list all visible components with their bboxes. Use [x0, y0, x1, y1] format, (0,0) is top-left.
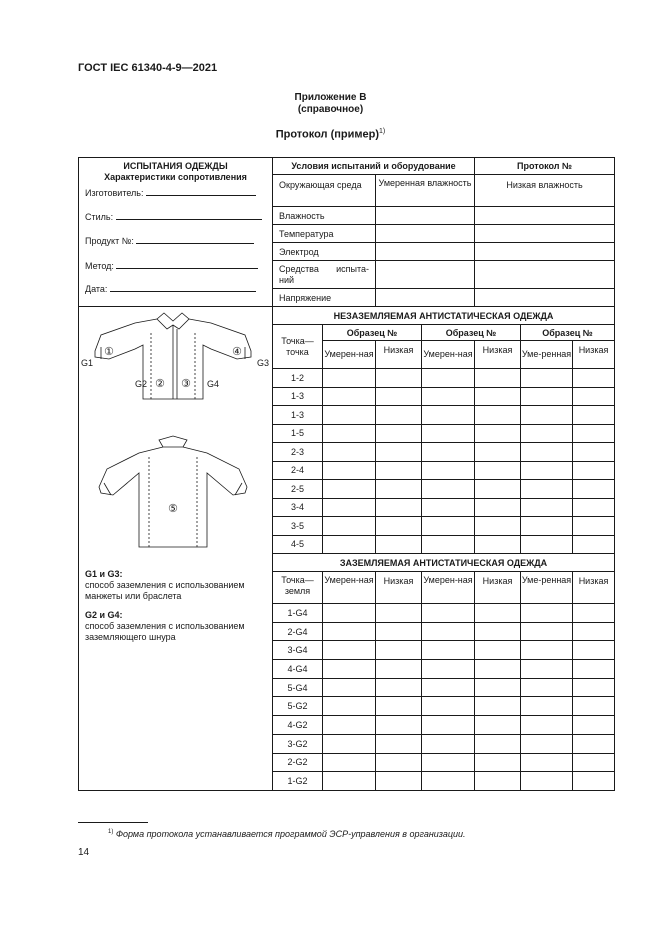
- value-cell[interactable]: [573, 424, 615, 443]
- grounded-point: 4-G4: [273, 660, 323, 679]
- value-cell[interactable]: [422, 461, 475, 480]
- value-cell[interactable]: [573, 678, 615, 697]
- value-cell[interactable]: [323, 734, 376, 753]
- footnote-mark: 1): [108, 829, 114, 835]
- garment-figure-cell: [79, 307, 273, 791]
- value-cell[interactable]: [573, 443, 615, 462]
- value-cell[interactable]: [376, 406, 422, 425]
- note-1-text: способ заземления с использованием манжеты или браслета: [85, 580, 245, 601]
- value-cell[interactable]: [323, 604, 376, 623]
- value-cell[interactable]: [475, 604, 521, 623]
- date-label: Дата:: [85, 284, 108, 294]
- value-cell[interactable]: [521, 641, 573, 660]
- appendix-title: Приложение В: [294, 92, 367, 103]
- grounded-s3-moderate: Уме-ренная: [521, 572, 573, 604]
- grounded-point: 3-G4: [273, 641, 323, 660]
- protocol-title-text: Протокол (пример): [275, 128, 380, 141]
- point-5-marker: ⑤: [168, 502, 178, 515]
- value-cell[interactable]: [475, 498, 521, 517]
- label-g1: G1: [81, 358, 94, 368]
- grounded-point: 5-G2: [273, 697, 323, 716]
- value-cell[interactable]: [573, 498, 615, 517]
- protocol-footnote-mark: 1): [379, 128, 386, 135]
- ungrounded-point-header: Точка— точка: [273, 325, 323, 369]
- value-cell[interactable]: [376, 660, 422, 679]
- form-subtitle: Характеристики сопротивления: [104, 172, 247, 182]
- value-cell[interactable]: [521, 772, 573, 791]
- value-cell[interactable]: [422, 424, 475, 443]
- value-cell[interactable]: [422, 406, 475, 425]
- value-cell[interactable]: [475, 535, 521, 554]
- value-cell[interactable]: [376, 604, 422, 623]
- value-cell[interactable]: [475, 406, 521, 425]
- footnote: [108, 829, 466, 839]
- value-cell[interactable]: [521, 517, 573, 536]
- voltage-param: Напряжение: [273, 289, 376, 307]
- value-cell[interactable]: [475, 443, 521, 462]
- value-cell[interactable]: [323, 461, 376, 480]
- protocol-table: [78, 157, 615, 791]
- value-cell[interactable]: [422, 678, 475, 697]
- value-cell[interactable]: [573, 753, 615, 772]
- ungrounded-point: 2-4: [273, 461, 323, 480]
- value-cell[interactable]: [422, 498, 475, 517]
- grounded-s2-low: Низкая: [475, 572, 521, 604]
- value-cell[interactable]: [376, 424, 422, 443]
- coat-diagram: [79, 307, 273, 567]
- value-cell[interactable]: [376, 443, 422, 462]
- value-cell[interactable]: [573, 604, 615, 623]
- value-cell[interactable]: [475, 734, 521, 753]
- grounded-s3-low: Низкая: [573, 572, 615, 604]
- instruments-param: Средства испыта-ний: [273, 261, 376, 289]
- grounded-point-header: Точка— земля: [273, 572, 323, 604]
- value-cell[interactable]: [323, 480, 376, 499]
- value-cell[interactable]: [422, 716, 475, 735]
- value-cell[interactable]: [422, 734, 475, 753]
- value-cell[interactable]: [422, 697, 475, 716]
- product-label: Продукт №:: [85, 236, 134, 246]
- grounded-section-title: ЗАЗЕМЛЯЕМАЯ АНТИСТАТИЧЕСКАЯ ОДЕЖДА: [273, 554, 615, 572]
- value-cell[interactable]: [376, 517, 422, 536]
- value-cell[interactable]: [521, 406, 573, 425]
- grounded-s1-moderate: Умерен-ная: [323, 572, 376, 604]
- value-cell[interactable]: [422, 604, 475, 623]
- instruments-moderate-value[interactable]: [376, 261, 475, 289]
- value-cell[interactable]: [323, 678, 376, 697]
- back-coat-outline: [99, 436, 247, 547]
- grounded-point: 1-G2: [273, 772, 323, 791]
- value-cell[interactable]: [422, 535, 475, 554]
- method-label: Метод:: [85, 261, 114, 271]
- value-cell[interactable]: [521, 535, 573, 554]
- moderate-humidity-label: Умеренная влажность: [376, 175, 475, 207]
- value-cell[interactable]: [573, 641, 615, 660]
- grounded-point: 5-G4: [273, 678, 323, 697]
- value-cell[interactable]: [521, 369, 573, 388]
- ungrounded-point: 1-2: [273, 369, 323, 388]
- value-cell[interactable]: [422, 443, 475, 462]
- appendix-type: (справочное): [297, 104, 364, 115]
- temperature-moderate-value[interactable]: [376, 225, 475, 243]
- value-cell[interactable]: [323, 772, 376, 791]
- label-g4: G4: [207, 379, 220, 389]
- value-cell[interactable]: [573, 716, 615, 735]
- value-cell[interactable]: [475, 424, 521, 443]
- value-cell[interactable]: [573, 660, 615, 679]
- value-cell[interactable]: [422, 517, 475, 536]
- value-cell[interactable]: [376, 716, 422, 735]
- value-cell[interactable]: [573, 480, 615, 499]
- ungrounded-sample-2-header: Образец №: [422, 325, 521, 341]
- value-cell[interactable]: [475, 480, 521, 499]
- value-cell[interactable]: [422, 480, 475, 499]
- value-cell[interactable]: [573, 369, 615, 388]
- value-cell[interactable]: [323, 535, 376, 554]
- ungrounded-point: 4-5: [273, 535, 323, 554]
- value-cell[interactable]: [376, 387, 422, 406]
- value-cell[interactable]: [521, 387, 573, 406]
- value-cell[interactable]: [376, 697, 422, 716]
- value-cell[interactable]: [323, 641, 376, 660]
- ungrounded-s3-low: Низкая: [573, 341, 615, 369]
- low-humidity-label: Низкая влажность: [475, 175, 615, 207]
- value-cell[interactable]: [521, 716, 573, 735]
- ungrounded-sample-3-header: Образец №: [521, 325, 615, 341]
- value-cell[interactable]: [521, 443, 573, 462]
- value-cell[interactable]: [422, 772, 475, 791]
- value-cell[interactable]: [475, 517, 521, 536]
- humidity-param: Влажность: [273, 207, 376, 225]
- electrode-param: Электрод: [273, 243, 376, 261]
- value-cell[interactable]: [323, 517, 376, 536]
- style-field[interactable]: [85, 210, 262, 222]
- value-cell[interactable]: [521, 498, 573, 517]
- ungrounded-point: 2-5: [273, 480, 323, 499]
- value-cell[interactable]: [573, 734, 615, 753]
- value-cell[interactable]: [475, 716, 521, 735]
- value-cell[interactable]: [521, 604, 573, 623]
- note-1-title: G1 и G3:: [85, 569, 123, 579]
- label-g2: G2: [135, 379, 148, 389]
- environment-label: Окружающая среда: [273, 175, 376, 207]
- value-cell[interactable]: [376, 734, 422, 753]
- point-1-marker: ①: [104, 345, 114, 358]
- conditions-header: Условия испытаний и оборудование: [273, 158, 475, 175]
- note-2-title: G2 и G4:: [85, 610, 123, 620]
- footnote-text: Форма протокола устанавливается программой ЭСР-управления в организации.: [115, 829, 466, 839]
- temperature-param: Температура: [273, 225, 376, 243]
- electrode-low-value[interactable]: [475, 243, 615, 261]
- value-cell[interactable]: [376, 369, 422, 388]
- value-cell[interactable]: [376, 535, 422, 554]
- value-cell[interactable]: [573, 387, 615, 406]
- value-cell[interactable]: [521, 697, 573, 716]
- grounded-s1-low: Низкая: [376, 572, 422, 604]
- value-cell[interactable]: [475, 697, 521, 716]
- value-cell[interactable]: [323, 369, 376, 388]
- label-g3: G3: [257, 358, 270, 368]
- value-cell[interactable]: [475, 678, 521, 697]
- value-cell[interactable]: [376, 622, 422, 641]
- value-cell[interactable]: [475, 461, 521, 480]
- value-cell[interactable]: [422, 369, 475, 388]
- value-cell[interactable]: [573, 406, 615, 425]
- protocol-title: [0, 128, 661, 141]
- ungrounded-point: 1-3: [273, 406, 323, 425]
- value-cell[interactable]: [323, 660, 376, 679]
- style-label: Стиль:: [85, 212, 114, 222]
- value-cell[interactable]: [376, 498, 422, 517]
- value-cell[interactable]: [422, 641, 475, 660]
- ungrounded-s1-moderate: Умерен-ная: [323, 341, 376, 369]
- test-form-cell: [79, 158, 273, 307]
- value-cell[interactable]: [323, 716, 376, 735]
- protocol-number-header: Протокол №: [475, 158, 615, 175]
- humidity-moderate-value[interactable]: [376, 207, 475, 225]
- ungrounded-point: 3-4: [273, 498, 323, 517]
- ungrounded-s2-low: Низкая: [475, 341, 521, 369]
- value-cell[interactable]: [323, 387, 376, 406]
- value-cell[interactable]: [376, 461, 422, 480]
- instruments-low-value[interactable]: [475, 261, 615, 289]
- value-cell[interactable]: [323, 753, 376, 772]
- temperature-low-value[interactable]: [475, 225, 615, 243]
- value-cell[interactable]: [323, 498, 376, 517]
- value-cell[interactable]: [475, 753, 521, 772]
- grounding-notes: [85, 569, 269, 643]
- value-cell[interactable]: [573, 622, 615, 641]
- value-cell[interactable]: [376, 480, 422, 499]
- value-cell[interactable]: [521, 753, 573, 772]
- electrode-moderate-value[interactable]: [376, 243, 475, 261]
- value-cell[interactable]: [573, 517, 615, 536]
- ungrounded-s1-low: Низкая: [376, 341, 422, 369]
- footnote-divider: [78, 822, 148, 823]
- grounded-point: 3-G2: [273, 734, 323, 753]
- value-cell[interactable]: [422, 660, 475, 679]
- ungrounded-point: 1-3: [273, 387, 323, 406]
- value-cell[interactable]: [376, 753, 422, 772]
- value-cell[interactable]: [573, 697, 615, 716]
- ungrounded-section-title: НЕЗАЗЕМЛЯЕМАЯ АНТИСТАТИЧЕСКАЯ ОДЕЖДА: [273, 307, 615, 325]
- value-cell[interactable]: [323, 622, 376, 641]
- ungrounded-point: 3-5: [273, 517, 323, 536]
- ungrounded-s3-moderate: Уме-ренная: [521, 341, 573, 369]
- point-4-marker: ④: [232, 345, 242, 358]
- value-cell[interactable]: [323, 424, 376, 443]
- value-cell[interactable]: [422, 753, 475, 772]
- point-2-marker: ②: [155, 377, 165, 390]
- value-cell[interactable]: [323, 406, 376, 425]
- value-cell[interactable]: [475, 641, 521, 660]
- grounded-point: 2-G4: [273, 622, 323, 641]
- method-field[interactable]: [85, 259, 258, 271]
- value-cell[interactable]: [475, 772, 521, 791]
- value-cell[interactable]: [521, 480, 573, 499]
- value-cell[interactable]: [475, 622, 521, 641]
- date-field[interactable]: [85, 282, 256, 294]
- value-cell[interactable]: [475, 660, 521, 679]
- value-cell[interactable]: [422, 387, 475, 406]
- value-cell[interactable]: [376, 641, 422, 660]
- note-2-text: способ заземления с использованием заземляющего шнура: [85, 621, 245, 642]
- value-cell[interactable]: [521, 424, 573, 443]
- form-title: ИСПЫТАНИЯ ОДЕЖДЫ: [123, 161, 228, 171]
- point-3-marker: ③: [181, 377, 191, 390]
- value-cell[interactable]: [475, 387, 521, 406]
- value-cell[interactable]: [475, 369, 521, 388]
- grounded-point: 1-G4: [273, 604, 323, 623]
- ungrounded-sample-1-header: Образец №: [323, 325, 422, 341]
- value-cell[interactable]: [521, 461, 573, 480]
- value-cell[interactable]: [573, 535, 615, 554]
- voltage-low-value[interactable]: [475, 289, 615, 307]
- grounded-point: 2-G2: [273, 753, 323, 772]
- manufacturer-label: Изготовитель:: [85, 188, 144, 198]
- ungrounded-point: 2-3: [273, 443, 323, 462]
- grounded-point: 4-G2: [273, 716, 323, 735]
- voltage-moderate-value[interactable]: [376, 289, 475, 307]
- product-field[interactable]: [85, 234, 254, 246]
- value-cell[interactable]: [323, 443, 376, 462]
- value-cell[interactable]: [323, 697, 376, 716]
- front-coat-outline: [95, 313, 251, 399]
- value-cell[interactable]: [521, 678, 573, 697]
- value-cell[interactable]: [521, 622, 573, 641]
- humidity-low-value[interactable]: [475, 207, 615, 225]
- grounded-s2-moderate: Умерен-ная: [422, 572, 475, 604]
- value-cell[interactable]: [521, 734, 573, 753]
- standard-header: ГОСТ IEC 61340-4-9—2021: [78, 62, 218, 74]
- ungrounded-s2-moderate: Умерен-ная: [422, 341, 475, 369]
- value-cell[interactable]: [573, 772, 615, 791]
- page-number: 14: [78, 847, 90, 858]
- ungrounded-point: 1-5: [273, 424, 323, 443]
- manufacturer-field[interactable]: [85, 186, 256, 198]
- value-cell[interactable]: [422, 622, 475, 641]
- value-cell[interactable]: [376, 772, 422, 791]
- value-cell[interactable]: [573, 461, 615, 480]
- value-cell[interactable]: [521, 660, 573, 679]
- value-cell[interactable]: [376, 678, 422, 697]
